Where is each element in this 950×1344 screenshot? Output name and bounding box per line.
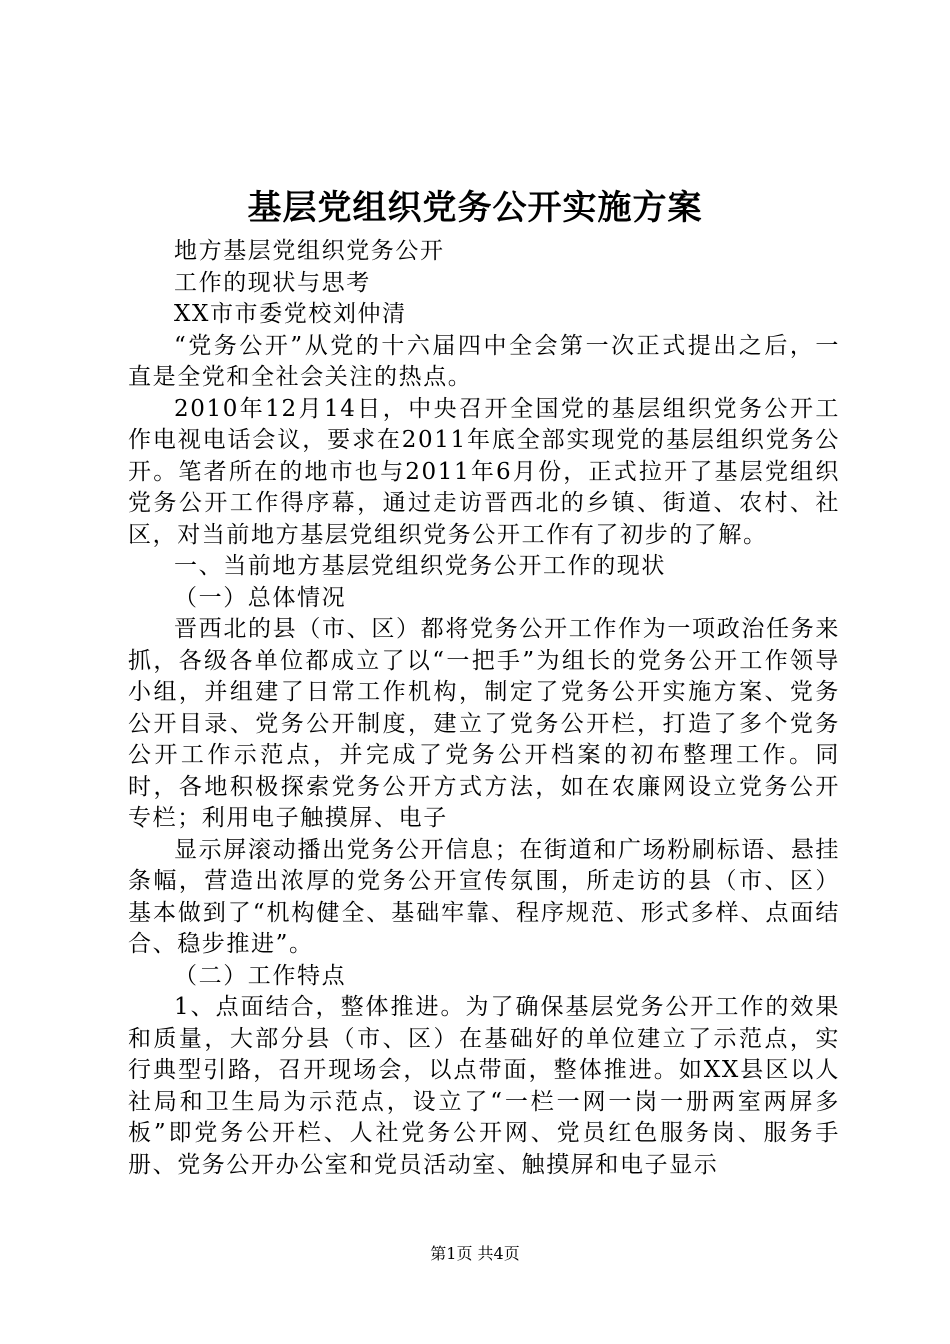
paragraph: 1、点面结合，整体推进。为了确保基层党务公开工作的效果和质量，大部分县（市、区）在基础好的单位建立了示范点，实行典型引路，召开现场会，以点带面，整体推进。如XX县区以人社局和卫生局为示范点，设立了“一栏一网一岗一册两室两屏多板”即党务公开栏、人社党务公开网、党员红色服务岗、服务手册、党务公开办公室和党员活动室、触摸屏和电子显示	[128, 994, 840, 1178]
document-title: 基层党组织党务公开实施方案	[247, 188, 703, 228]
page-footer: 第1页 共4页	[430, 1244, 520, 1263]
paragraph: “党务公开”从党的十六届四中全会第一次正式提出之后，一直是全党和全社会关注的热点。	[128, 332, 840, 390]
subtitle-line-2: 工作的现状与思考	[174, 269, 371, 296]
paragraph: 显示屏滚动播出党务公开信息；在街道和广场粉刷标语、悬挂条幅，营造出浓厚的党务公开宣传氛围，所走访的县（市、区）基本做到了“机构健全、基础牢靠、程序规范、形式多样、点面结合、稳步推进”。	[128, 836, 840, 957]
paragraph: 2010年12月14日，中央召开全国党的基层组织党务公开工作电视电话会议，要求在2011年底全部实现党的基层组织党务公开。笔者所在的地市也与2011年6月份，正式拉开了基层党组织党务公开工作得序幕，通过走访晋西北的乡镇、街道、农村、社区，对当前地方基层党组织党务公开工作有了初步的了解。	[128, 395, 840, 548]
section-heading: 一、当前地方基层党组织党务公开工作的现状	[174, 553, 666, 579]
document-body	[128, 236, 840, 1181]
subtitle-line-1: 地方基层党组织党务公开	[174, 238, 445, 264]
paragraph: 晋西北的县（市、区）都将党务公开工作作为一项政治任务来抓，各级各单位都成立了以“一把手”为组长的党务公开工作领导小组，并组建了日常工作机构，制定了党务公开实施方案、党务公开目录、党务公开制度，建立了党务公开栏，打造了多个党务公开工作示范点，并完成了党务公开档案的初布整理工作。同时，各地积极探索党务公开方式方法，如在农廉网设立党务公开专栏；利用电子触摸屏、电子	[128, 616, 840, 831]
subsection-heading: （二）工作特点	[174, 962, 347, 989]
subsection-heading: （一）总体情况	[174, 584, 347, 611]
author-line: XX市市委党校刘仲清	[174, 301, 407, 327]
